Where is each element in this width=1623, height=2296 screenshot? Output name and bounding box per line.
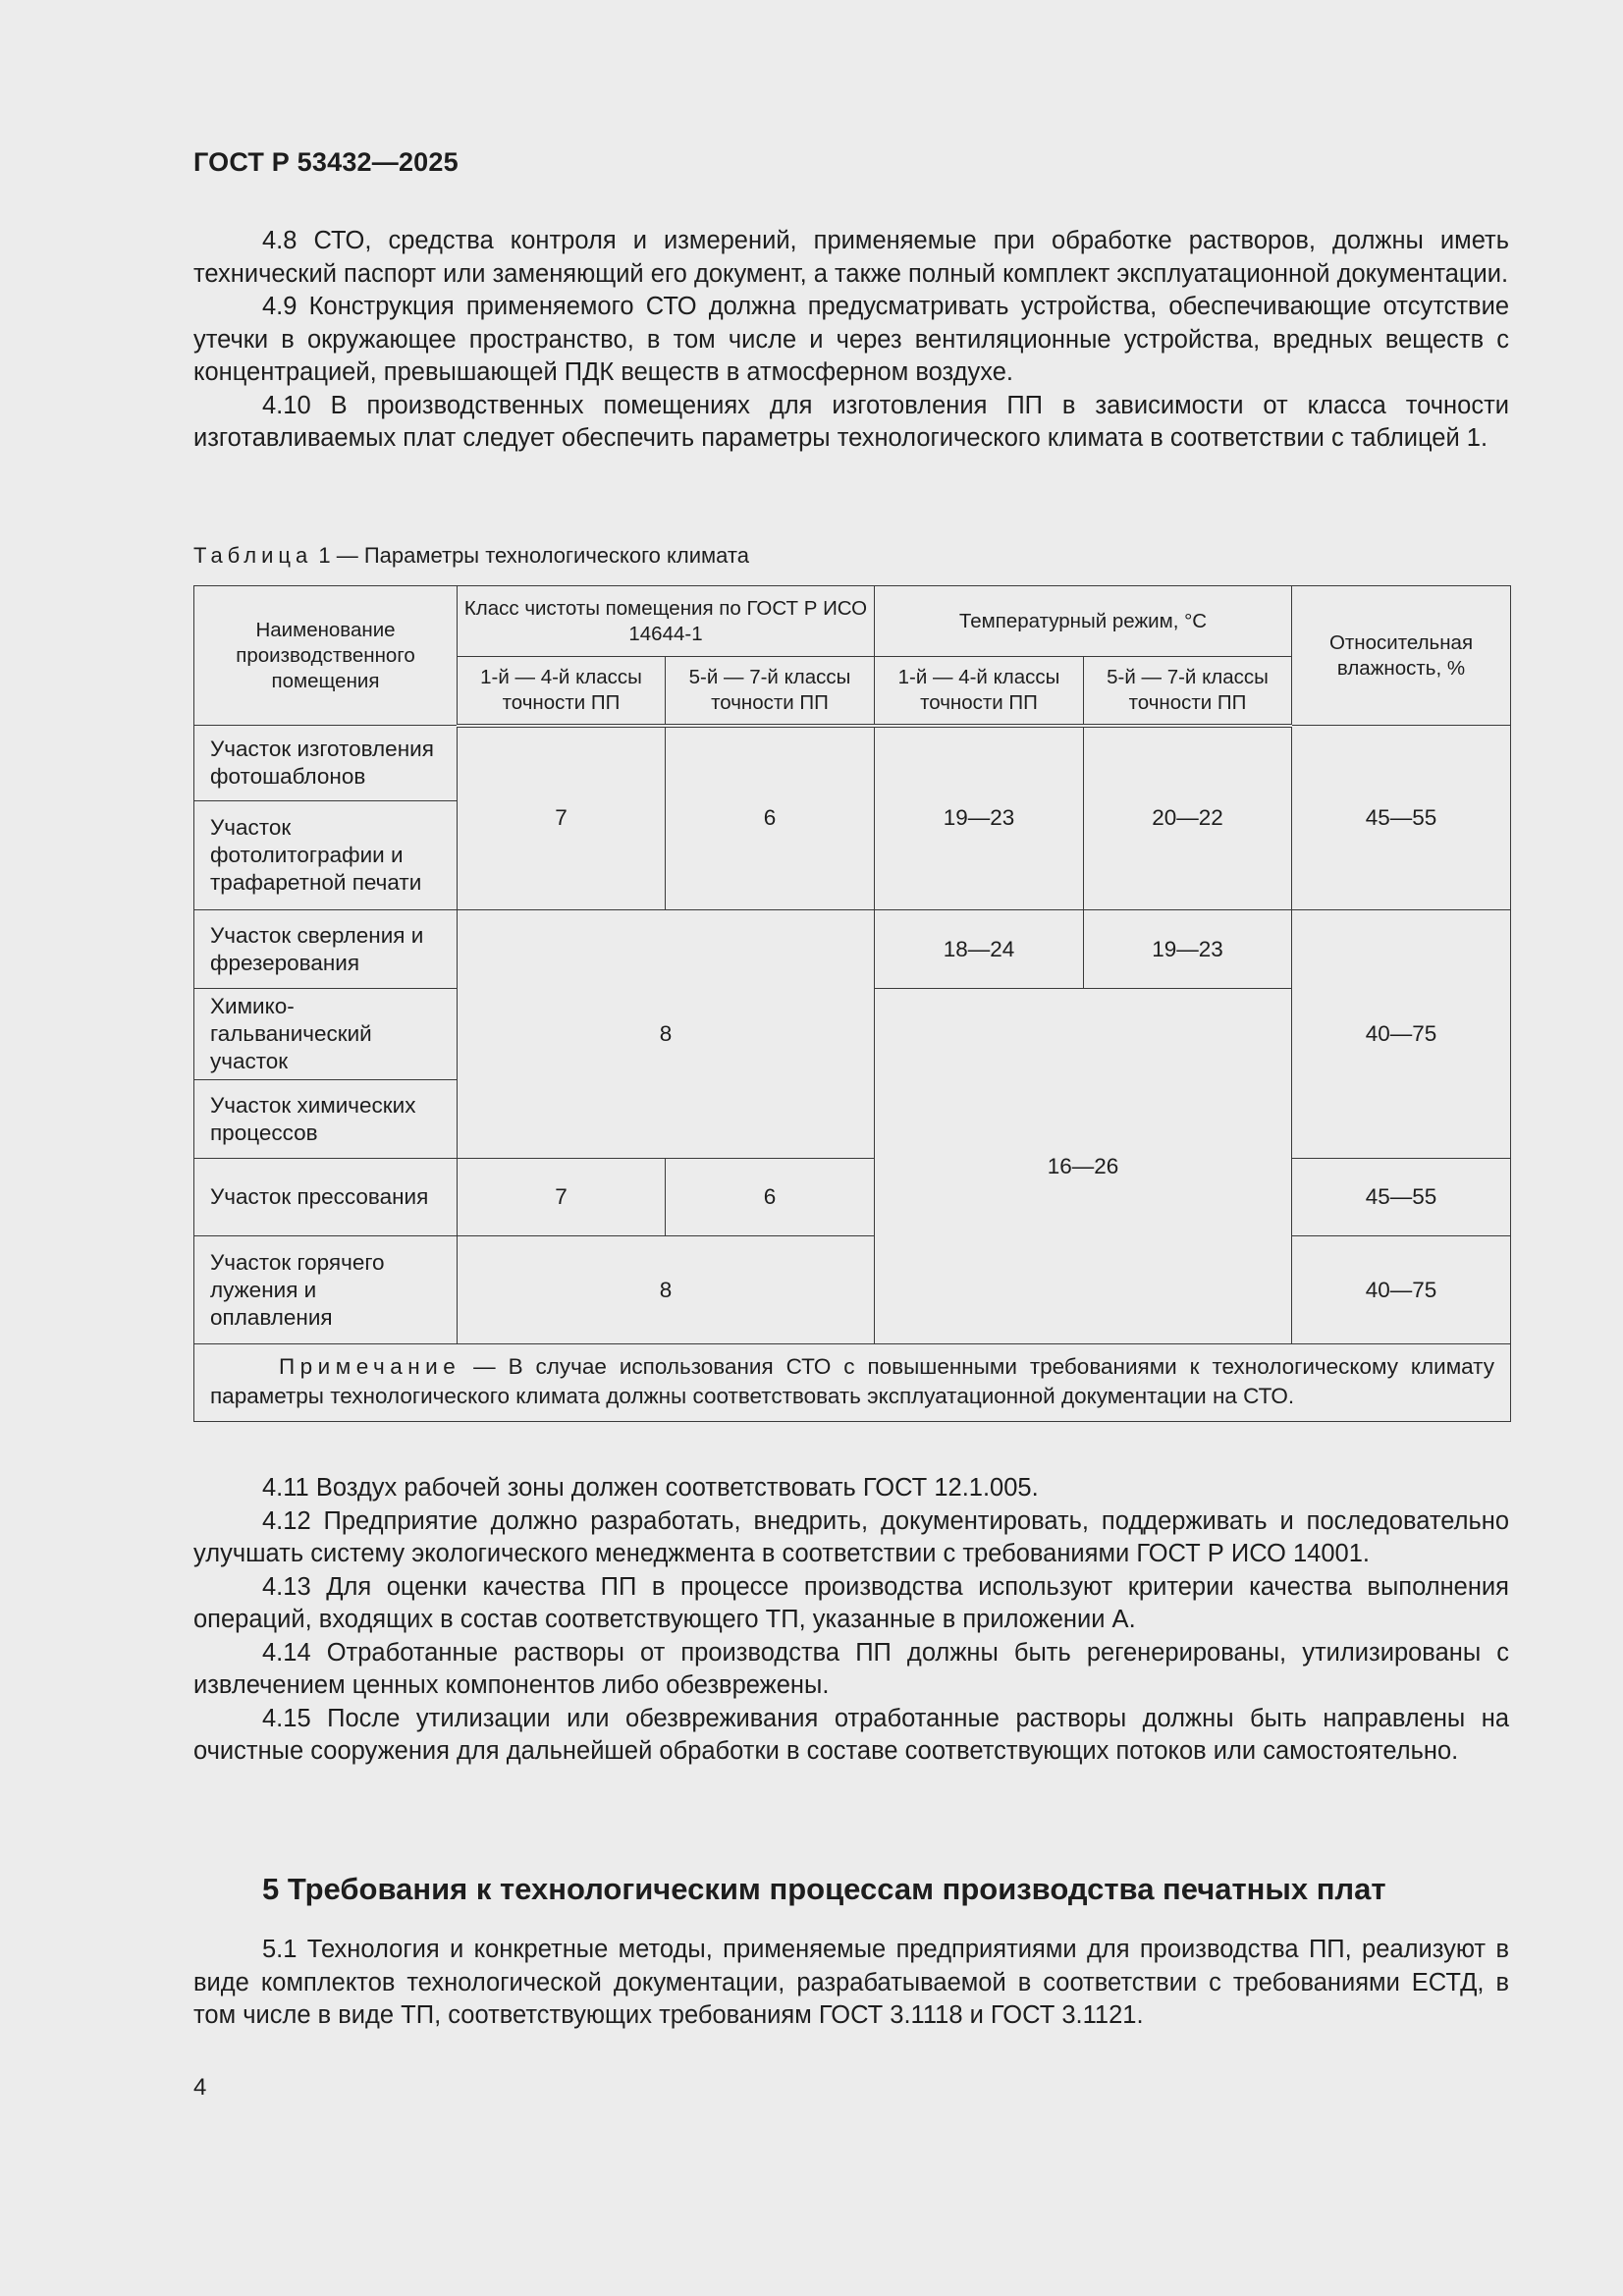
cell-clean-merged: 8 (458, 1236, 875, 1344)
cell-humidity: 40—75 (1292, 910, 1511, 1159)
table-note (194, 1344, 1511, 1422)
header-cleanliness-class: Класс чистоты помещения по ГОСТ Р ИСО 14644-1 (458, 586, 875, 657)
header-temp-class-5-7: 5-й — 7-й классы точности ПП (1084, 657, 1292, 726)
section-4-paragraphs-bottom (193, 1472, 1509, 1769)
table-note-label: Примечание (279, 1354, 461, 1379)
header-room-name: Наименование производственного помещения (194, 586, 458, 726)
header-temperature: Температурный режим, °С (875, 586, 1292, 657)
row-galvanic: Химико-гальванический участок (194, 989, 458, 1080)
table-note-text: — В случае использования СТО с повышенными требованиями к технологическому климату параметры технологического климата должны соответствовать эксплуатационной документации на СТО. (210, 1354, 1494, 1408)
paragraph-5-1: 5.1 Технология и конкретные методы, применяемые предприятиями для производства ПП, реализуют в виде комплектов технологической документации, разрабатываемой в соответствии с требованиями ЕСТД, в том числе в виде ТП, соответствующих требованиям ГОСТ 3.1118 и ГОСТ 3.1121. (193, 1936, 1509, 2029)
cell-humidity: 45—55 (1292, 1159, 1511, 1236)
document-id-header: ГОСТ Р 53432—2025 (193, 147, 459, 177)
cell-temp-merged: 16—26 (875, 989, 1292, 1344)
section-5-heading: 5 Требования к технологическим процессам производства печатных плат (262, 1872, 1386, 1906)
cell-humidity: 40—75 (1292, 1236, 1511, 1344)
row-hot-tinning: Участок горячего лужения и оплавления (194, 1236, 458, 1344)
cell-clean-5-7: 6 (666, 1159, 875, 1236)
header-clean-class-1-4: 1-й — 4-й классы точности ПП (458, 657, 666, 726)
header-humidity: Относительная влажность, % (1292, 586, 1511, 726)
cell-clean-1-4: 7 (458, 1159, 666, 1236)
row-drilling: Участок сверления и фрезерования (194, 910, 458, 989)
row-chemical: Участок химических процессов (194, 1080, 458, 1159)
table-caption (193, 543, 749, 569)
cell-temp-1-4: 18—24 (875, 910, 1084, 989)
table-caption-text: 1 — Параметры технологического климата (312, 543, 749, 568)
cell-temp-5-7: 20—22 (1084, 726, 1292, 910)
section-5-paragraphs (193, 1934, 1509, 2033)
section-4-paragraphs-top (193, 225, 1509, 456)
header-clean-class-5-7: 5-й — 7-й классы точности ПП (666, 657, 875, 726)
row-pressing: Участок прессования (194, 1159, 458, 1236)
cell-humidity: 45—55 (1292, 726, 1511, 910)
paragraph-4-12: 4.12 Предприятие должно разработать, внедрить, документировать, поддерживать и последовательно улучшать систему экологического менеджмента в соответствии с требованиями ГОСТ Р ИСО 14001. (193, 1506, 1509, 1567)
paragraph-4-14: 4.14 Отработанные растворы от производства ПП должны быть регенерированы, утилизированы с извлечением ценных компонентов либо обезврежены. (193, 1638, 1509, 1699)
paragraph-4-10: 4.10 В производственных помещениях для изготовления ПП в зависимости от класса точности изготавливаемых плат следует обеспечить параметры технологического климата в соответствии с таблицей 1. (193, 391, 1509, 452)
paragraph-4-11: 4.11 Воздух рабочей зоны должен соответствовать ГОСТ 12.1.005. (262, 1474, 1039, 1502)
cell-temp-1-4: 19—23 (875, 726, 1084, 910)
paragraph-4-9: 4.9 Конструкция применяемого СТО должна предусматривать устройства, обеспечивающие отсутствие утечки в окружающее пространство, в том числе и через вентиляционные устройства, вредных веществ с концентрацией, превышающей ПДК веществ в атмосферном воздухе. (193, 293, 1509, 386)
cell-clean-merged: 8 (458, 910, 875, 1159)
climate-parameters-table (193, 585, 1511, 1422)
cell-clean-5-7: 6 (666, 726, 875, 910)
row-photolithography: Участок фотолитографии и трафаретной печати (194, 801, 458, 910)
row-photomask: Участок изготовления фотошаблонов (194, 726, 458, 801)
paragraph-4-13: 4.13 Для оценки качества ПП в процессе производства используют критерии качества выполнения операций, входящих в состав соответствующего ТП, указанные в приложении А. (193, 1572, 1509, 1633)
page-number: 4 (193, 2074, 207, 2101)
table-caption-label: Таблица (193, 543, 313, 568)
paragraph-4-15: 4.15 После утилизации или обезвреживания отработанные растворы должны быть направлены на очистные сооружения для дальнейшей обработки в составе соответствующих потоков или самостоятельно. (193, 1704, 1509, 1765)
cell-temp-5-7: 19—23 (1084, 910, 1292, 989)
paragraph-4-8: 4.8 СТО, средства контроля и измерений, применяемые при обработке растворов, должны иметь технический паспорт или заменяющий его документ, а также полный комплект эксплуатационной документации. (193, 227, 1509, 288)
cell-clean-1-4: 7 (458, 726, 666, 910)
header-temp-class-1-4: 1-й — 4-й классы точности ПП (875, 657, 1084, 726)
